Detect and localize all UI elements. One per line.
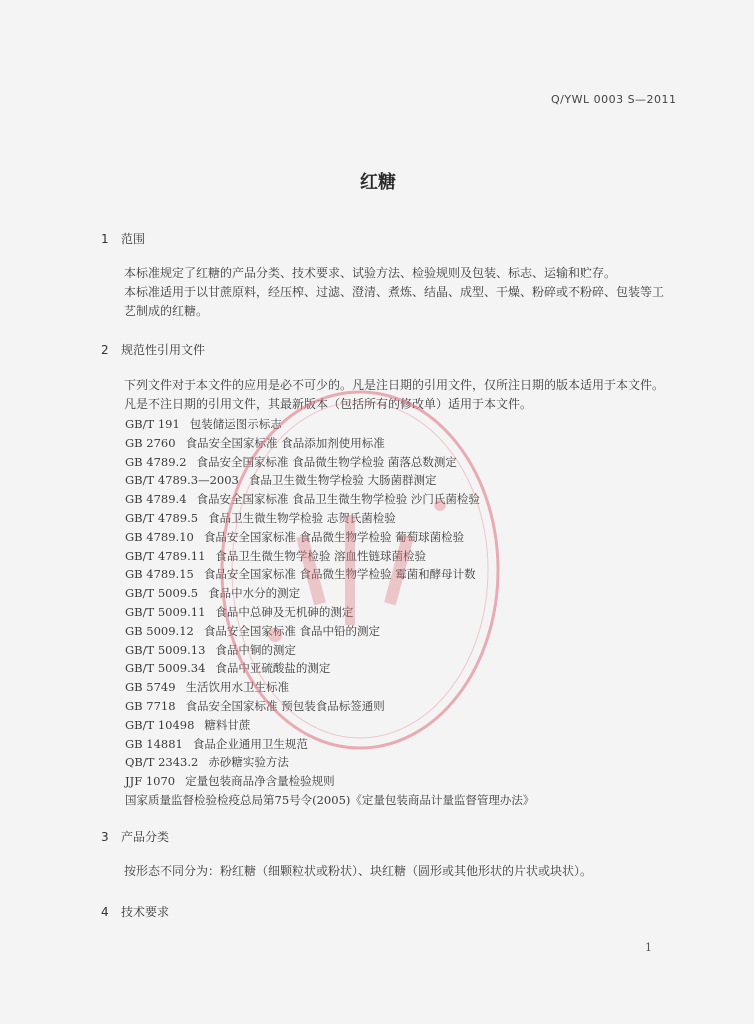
reference-item: GB 4789.4 食品安全国家标准 食品卫生微生物学检验 沙门氏菌检验 (125, 492, 480, 507)
section-2-heading (101, 341, 205, 358)
reference-item: GB/T 4789.3—2003 食品卫生微生物学检验 大肠菌群测定 (125, 473, 437, 488)
reference-item: GB 4789.2 食品安全国家标准 食品微生物学检验 菌落总数测定 (125, 454, 457, 469)
section-3-number: 3 (101, 830, 109, 844)
page-number: 1 (645, 941, 652, 954)
classification-text: 按形态不同分为：粉红糖（细颗粒状或粉状）、块红糖（圆形或其他形状的片状或块状）。 (124, 864, 593, 878)
reference-item: GB 7718 食品安全国家标准 预包装食品标签通则 (125, 698, 385, 713)
reference-item: GB/T 4789.11 食品卫生微生物学检验 溶血性链球菌检验 (125, 548, 427, 563)
reference-item: 国家质量监督检验检疫总局第75号令(2005)《定量包装商品计量监督管理办法》 (125, 792, 535, 807)
reference-item: GB 14881 食品企业通用卫生规范 (125, 736, 308, 751)
reference-item: QB/T 2343.2 赤砂糖实验方法 (125, 755, 289, 770)
reference-item: GB 2760 食品安全国家标准 食品添加剂使用标准 (125, 435, 385, 450)
reference-item: GB 5749 生活饮用水卫生标准 (125, 680, 290, 695)
reference-item: GB/T 5009.13 食品中铜的测定 (125, 642, 296, 657)
reference-item: GB 4789.10 食品安全国家标准 食品微生物学检验 葡萄球菌检验 (125, 529, 465, 544)
reference-item: GB/T 5009.11 食品中总砷及无机砷的测定 (125, 604, 354, 619)
reference-item: GB/T 5009.5 食品中水分的测定 (125, 586, 301, 601)
section-1-body (100, 264, 670, 321)
section-2-number: 2 (101, 343, 109, 357)
section-2-title: 规范性引用文件 (121, 343, 206, 357)
section-1-number: 1 (101, 232, 109, 246)
reference-item: GB/T 191 包装储运图示标志 (125, 417, 282, 431)
section-1-title: 范围 (121, 232, 146, 246)
reference-item: GB/T 10498 糖料甘蔗 (125, 717, 251, 732)
reference-item: JJF 1070 定量包装商品净含量检验规则 (125, 774, 335, 789)
reference-item: GB/T 5009.34 食品中亚硫酸盐的测定 (125, 661, 331, 676)
section-1-heading (101, 230, 145, 247)
scope-paragraph-2: 本标准适用于以甘蔗原料，经压榨、过滤、澄清、煮炼、结晶、成型、干燥、粉碎或不粉碎、包装等工艺制成的红糖。 (124, 285, 665, 318)
section-4-number: 4 (101, 905, 109, 919)
references-intro: 下列文件对于本文件的应用是必不可少的。凡是注日期的引用文件，仅所注日期的版本适用于本文件。凡是不注日期的引用文件，其最新版本（包括所有的修改单）适用于本文件。 (124, 378, 665, 411)
section-3-body (100, 862, 670, 881)
section-3-heading (101, 828, 169, 845)
reference-item: GB 4789.15 食品安全国家标准 食品微生物学检验 霉菌和酵母计数 (125, 567, 476, 582)
document-code: Q/YWL 0003 S—2011 (551, 93, 677, 106)
section-3-title: 产品分类 (121, 830, 170, 844)
reference-list (125, 415, 534, 810)
reference-item: GB 5009.12 食品安全国家标准 食品中铅的测定 (125, 623, 381, 638)
page-title: 红糖 (360, 172, 396, 193)
section-2-intro (100, 376, 670, 414)
scope-paragraph-1: 本标准规定了红糖的产品分类、技术要求、试验方法、检验规则及包装、标志、运输和贮存。 (124, 266, 617, 280)
section-4-title: 技术要求 (121, 905, 170, 919)
reference-item: GB/T 4789.5 食品卫生微生物学检验 志贺氏菌检验 (125, 510, 396, 525)
section-4-heading (101, 903, 169, 920)
